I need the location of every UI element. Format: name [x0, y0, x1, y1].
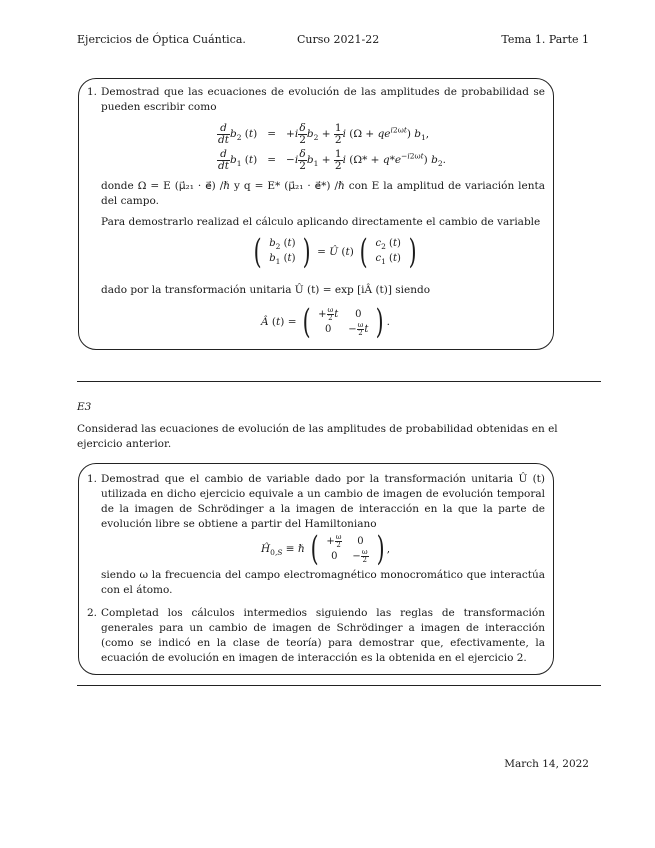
- header-course-title: Ejercicios de Óptica Cuántica.: [77, 33, 246, 46]
- page-date: March 14, 2022: [504, 758, 589, 770]
- section-divider-bottom: [77, 685, 601, 686]
- item-number: 2.: [87, 607, 98, 619]
- exercise-1-transform: dado por la transformación unitaria Û (t) = exp [iÂ (t)] siendo: [101, 284, 431, 296]
- section-label: E3: [77, 401, 92, 413]
- exercise-1-definitions: donde Ω = E (μ⃗₂₁ · e⃗) /ℏ y q = E* (μ⃗₂₁ · e⃗*) /ℏ con E la amplitud de variación lenta del campo.: [101, 180, 545, 207]
- section-intro: Considerad las ecuaciones de evolución de las amplitudes de probabilidad obtenidas en el ejercicio anterior.: [77, 423, 558, 450]
- section-divider-top: [77, 381, 601, 382]
- exercise-1-demo: Para demostrarlo realizad el cálculo aplicando directamente el cambio de variable: [101, 216, 541, 228]
- exercise-box-1: [78, 78, 554, 350]
- header-year: Curso 2021-22: [297, 33, 380, 46]
- evolution-equations: $\frac{d}{dt}$ $b_2$ (t) = +i $\frac{\delta}{2}$ $b_2$ + $\frac{1}{2}$ i $(\Omega + qe^{i2\omega t})$ $b_1$, $\frac{d}{dt}$ $b_1$ (t) = −i $\frac{\delta}{2}$ $b_1$ + $\frac{1}{2}$ i $(\Omega* + q*e^{-i2\omega t})$ $b_2$.: [218, 122, 446, 172]
- exercise-2-item-1-after: siendo ω la frecuencia del campo electromagnético monocromático que interactúa con el átomo.: [101, 569, 545, 596]
- exercise-1-intro: Demostrad que las ecuaciones de evolución de las amplitudes de probabilidad se pueden escribir como: [101, 86, 545, 113]
- item-number: 1.: [87, 86, 98, 98]
- hamiltonian-equation: $Ĥ_{0,S}$ ≡ ℏ ( + $\frac{\omega}{2}$ 0 0 − $\frac{\omega}{2}$ ) ,: [261, 529, 391, 569]
- page-header: [77, 32, 589, 48]
- exercise-box-2: [78, 463, 554, 675]
- exercise-2-item-2: 2. Completad los cálculos intermedios siguiendo las reglas de transformación generales para un cambio de imagen de Schrödinger a imagen de interacción (como se indicó en la clase de teoría) para demostrar que, efectivamente, la ecuación de evolución en imagen de interacción es la obtenida en el ejercicio 2.: [87, 607, 545, 664]
- a-matrix-equation: Â (t) = ( + $\frac{\omega}{2}$ t 0 0 − $\frac{\omega}{2}$ t ) .: [261, 302, 390, 342]
- change-of-variable-equation: ( $b_2$ (t) $b_1$ (t) ) = Û (t) ( $c_2$ (t) $c_1$ (t) ): [253, 232, 417, 272]
- header-topic: Tema 1. Parte 1: [501, 33, 589, 46]
- exercise-1-item: [87, 85, 545, 115]
- item-number: 1.: [87, 473, 98, 485]
- exercise-2-item-1: 1. Demostrad que el cambio de variable dado por la transformación unitaria Û (t) utilizada en dicho ejercicio equivale a un cambio de imagen de evolución temporal de la imagen de Schrödinger a la imagen de interacción en la que la parte de evolución libre se obtiene a partir del Hamiltoniano: [87, 473, 545, 530]
